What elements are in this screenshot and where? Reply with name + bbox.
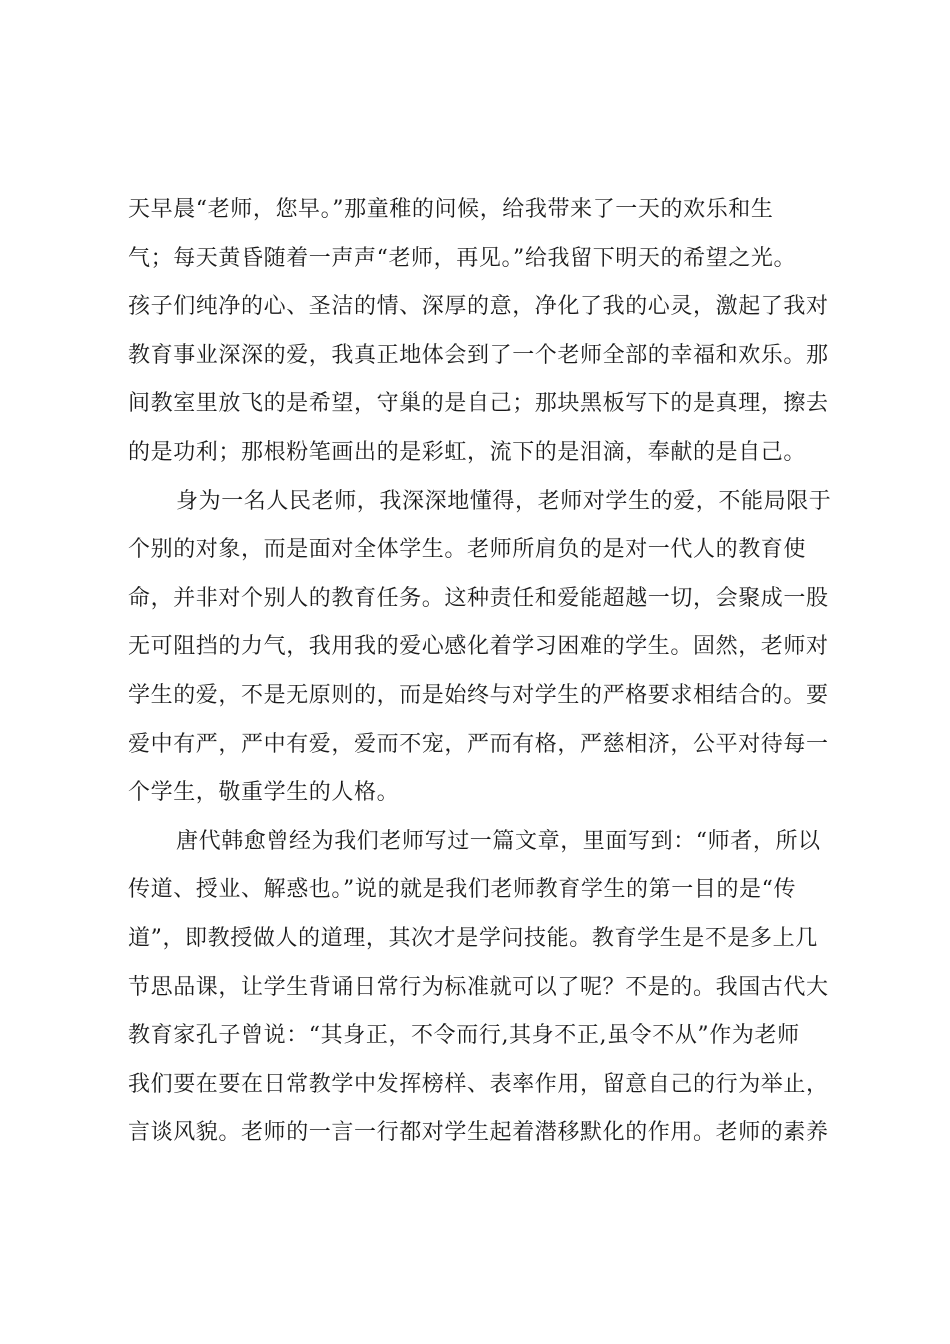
text-line: 教育事业深深的爱，我真正地体会到了一个老师全部的幸福和欢乐。那 (128, 342, 829, 368)
text-line: 气；每天黄昏随着一声声“老师，再见。”给我留下明天的希望之光。 (128, 245, 797, 271)
paragraph-first-line: 身为一名人民老师，我深深地懂得，老师对学生的爱，不能局限于 (176, 488, 832, 514)
text-line: 爱中有严，严中有爱，爱而不宠，严而有格，严慈相济，公平对待每一 (128, 731, 829, 757)
text-line: 命，并非对个别人的教育任务。这种责任和爱能超越一切，会聚成一股 (128, 585, 829, 611)
text-line: 教育家孔子曾说：“其身正，不令而行,其身不正,虽令不从”作为老师 (128, 1023, 800, 1049)
text-line: 个别的对象，而是面对全体学生。老师所肩负的是对一代人的教育使 (128, 537, 807, 563)
text-line: 孩子们纯净的心、圣洁的情、深厚的意，净化了我的心灵，激起了我对 (128, 294, 829, 320)
text-line: 道”，即教授做人的道理，其次才是学问技能。教育学生是不是多上几 (128, 925, 818, 951)
text-line: 言谈风貌。老师的一言一行都对学生起着潜移默化的作用。老师的素养 (128, 1120, 829, 1146)
text-line: 节思品课，让学生背诵日常行为标准就可以了呢？不是的。我国古代大 (128, 974, 829, 1000)
body-text (128, 186, 832, 1158)
text-line: 传道、授业、解惑也。”说的就是我们老师教育学生的第一目的是“传 (128, 877, 797, 903)
text-line: 无可阻挡的力气，我用我的爱心感化着学习困难的学生。固然，老师对 (128, 634, 829, 660)
text-line: 个学生，敬重学生的人格。 (128, 780, 400, 806)
paragraph-first-line: 唐代韩愈曾经为我们老师写过一篇文章，里面写到：“师者，所以 (176, 828, 821, 854)
text-line: 的是功利；那根粉笔画出的是彩虹，流下的是泪滴，奉献的是自己。 (128, 439, 807, 465)
text-line: 我们要在要在日常教学中发挥榜样、表率作用，留意自己的行为举止， (128, 1071, 829, 1097)
text-line: 间教室里放飞的是希望，守巢的是自己；那块黑板写下的是真理，擦去 (128, 391, 829, 417)
text-line: 天早晨“老师，您早。”那童稚的问候，给我带来了一天的欢乐和生 (128, 197, 774, 222)
text-line: 学生的爱，不是无原则的，而是始终与对学生的严格要求相结合的。要 (128, 682, 829, 708)
